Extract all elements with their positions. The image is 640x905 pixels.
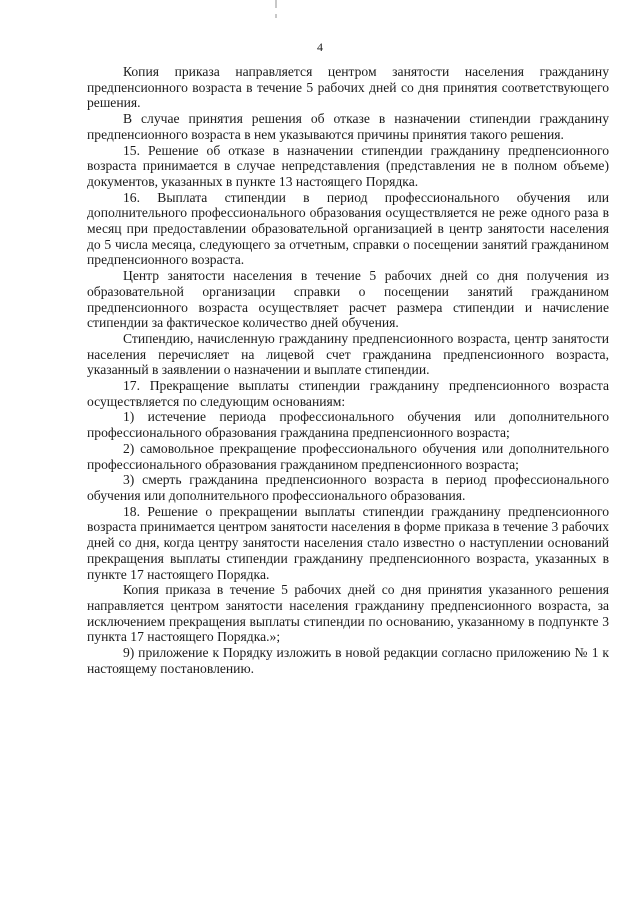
list-item: 2) самовольное прекращение профессионального обучения или дополнительного профессионального образования гражданином предпенсионного возраста; (87, 440, 609, 472)
paragraph: 9) приложение к Порядку изложить в новой редакции согласно приложению № 1 к настоящему постановлению. (87, 645, 609, 676)
paragraph: Копия приказа направляется центром занятости населения гражданину предпенсионного возраста в течение 5 рабочих дней со дня принятия соответствующего решения. (87, 64, 609, 111)
scan-artifact-mark (275, 14, 277, 18)
paragraph: 17. Прекращение выплаты стипендии гражданину предпенсионного возраста осуществляется по следующим основаниям: (87, 378, 609, 409)
paragraph: Копия приказа в течение 5 рабочих дней со дня принятия указанного решения направляется центром занятости населения гражданину предпенсионного возраста, за исключением прекращения выплаты стипендии по основанию, указанному в подпункте 3 пункта 17 настоящего Порядка.»; (87, 582, 609, 645)
list-item: 3) смерть гражданина предпенсионного возраста в период профессионального обучения или дополнительного профессионального образования. (87, 472, 609, 503)
document-body (87, 64, 609, 676)
paragraph: В случае принятия решения об отказе в назначении стипендии гражданину предпенсионного возраста в нем указываются причины принятия такого решения. (87, 111, 609, 142)
scan-artifact-mark (275, 0, 277, 8)
paragraph: 16. Выплата стипендии в период профессионального обучения или дополнительного профессионального образования осуществляется не реже одного раза в месяц при предоставлении образовательной организацией в центр занятости населения до 5 числа месяца, следующего за отчетным, справки о посещении занятий гражданином предпенсионного возраста. (87, 189, 609, 268)
list-item: 1) истечение периода профессионального обучения или дополнительного профессионального образования гражданина предпенсионного возраста; (87, 409, 609, 441)
paragraph: 18. Решение о прекращении выплаты стипендии гражданину предпенсионного возраста принимается центром занятости населения в форме приказа в течение 3 рабочих дней со дня, когда центру занятости населения стало известно о наступлении оснований прекращения выплаты стипендии гражданину предпенсионного возраста, указанных в пункте 17 настоящего Порядка. (87, 503, 609, 582)
paragraph: 15. Решение об отказе в назначении стипендии гражданину предпенсионного возраста принимается в случае непредставления (представления не в полном объеме) документов, указанных в пункте 13 настоящего Порядка. (87, 142, 609, 189)
paragraph: Стипендию, начисленную гражданину предпенсионного возраста, центр занятости населения перечисляет на лицевой счет гражданина предпенсионного возраста, указанный в заявлении о назначении и выплате стипендии. (87, 330, 609, 378)
page-number: 4 (317, 40, 323, 54)
paragraph: Центр занятости населения в течение 5 рабочих дней со дня получения из образовательной организации справки о посещении занятий гражданином предпенсионного возраста осуществляет расчет размера стипендии и начисление стипендии за фактическое количество дней обучения. (87, 268, 609, 331)
